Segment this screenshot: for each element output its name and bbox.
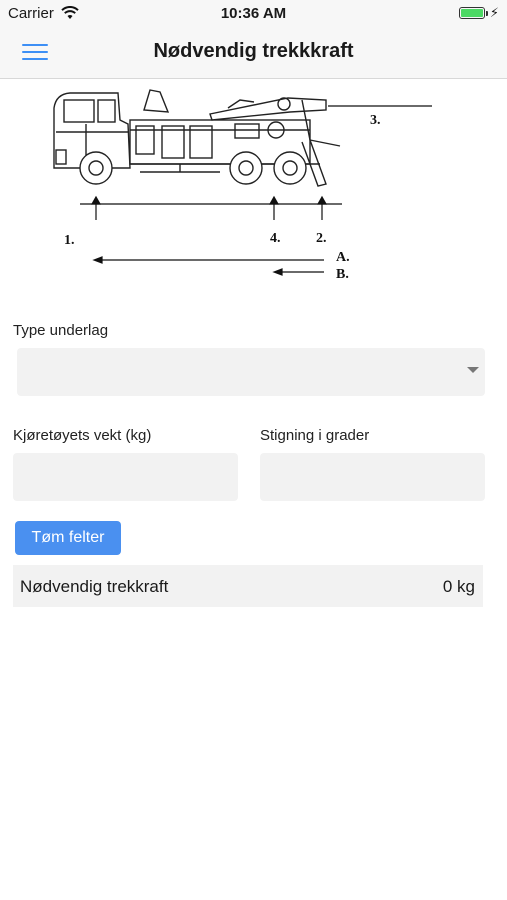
diagram-label-2: 2. bbox=[316, 231, 327, 246]
dropdown-arrow-icon[interactable] bbox=[467, 367, 479, 373]
navigation-bar bbox=[0, 28, 507, 79]
result-label: Nødvendig trekkraft bbox=[20, 577, 169, 596]
carrier-label: Carrier bbox=[8, 5, 54, 22]
clear-fields-button[interactable]: Tøm felter bbox=[15, 521, 121, 555]
battery-cap bbox=[486, 11, 488, 16]
status-bar bbox=[0, 0, 507, 28]
tow-truck-diagram bbox=[40, 80, 460, 290]
slope-field[interactable] bbox=[260, 453, 485, 501]
diagram-label-1: 1. bbox=[64, 233, 75, 248]
diagram-label-3: 3. bbox=[370, 113, 381, 128]
vehicle-weight-field[interactable] bbox=[13, 453, 238, 501]
surface-type-select[interactable] bbox=[17, 348, 485, 396]
diagram-label-4: 4. bbox=[270, 231, 281, 246]
charging-bolt-icon: ⚡ bbox=[489, 5, 499, 20]
result-row bbox=[13, 565, 483, 607]
page-title: Nødvendig trekkkraft bbox=[153, 40, 354, 62]
vehicle-weight-label: Kjøretøyets vekt (kg) bbox=[13, 427, 152, 444]
result-value: 0 kg bbox=[442, 577, 475, 596]
battery-icon bbox=[459, 7, 485, 19]
diagram-label-b: B. bbox=[336, 267, 349, 282]
hamburger-menu-icon[interactable] bbox=[22, 42, 48, 62]
slope-label: Stigning i grader bbox=[260, 427, 370, 444]
diagram-label-a: A. bbox=[336, 250, 350, 265]
surface-type-label: Type underlag bbox=[13, 322, 109, 339]
clock: 10:36 AM bbox=[220, 5, 287, 22]
